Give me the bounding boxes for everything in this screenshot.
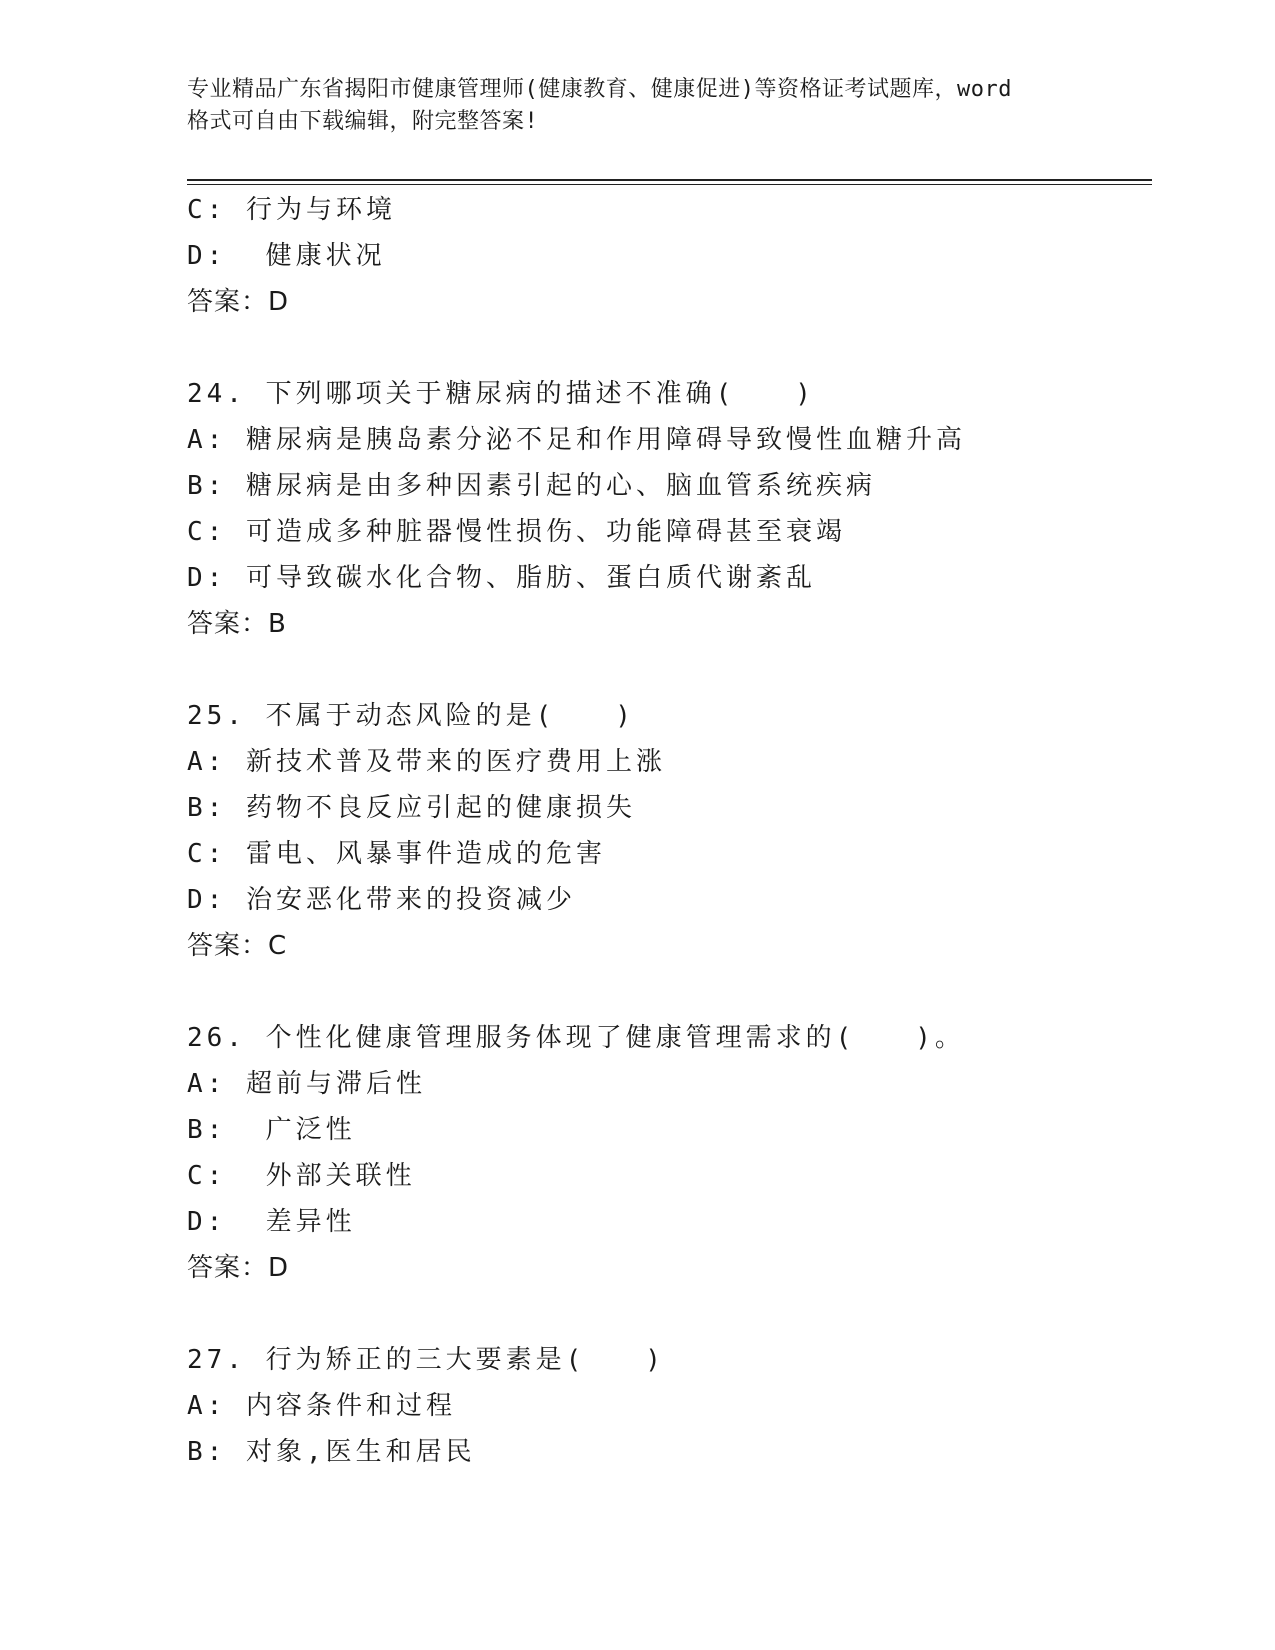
option-c: C: 行为与环境: [187, 195, 396, 225]
answer-line: 答案：C: [187, 931, 288, 961]
question-25: [187, 693, 1147, 969]
document-header: [187, 74, 1087, 138]
header-divider-thin: [187, 184, 1152, 185]
header-line-2: 格式可自由下载编辑，附完整答案!: [187, 109, 539, 134]
question-text: 25. 不属于动态风险的是( ): [187, 701, 635, 731]
option-a: A: 新技术普及带来的医疗费用上涨: [187, 747, 666, 777]
header-divider-thick: [187, 179, 1152, 181]
question-text: 26. 个性化健康管理服务体现了健康管理需求的( )。: [187, 1023, 965, 1053]
option-a: A: 内容条件和过程: [187, 1391, 456, 1421]
question-26: [187, 1015, 1147, 1291]
option-c: C: 外部关联性: [187, 1161, 416, 1191]
question-text: 27. 行为矫正的三大要素是( ): [187, 1345, 665, 1375]
option-a: A: 超前与滞后性: [187, 1069, 426, 1099]
option-b: B: 药物不良反应引起的健康损失: [187, 793, 636, 823]
option-d: D: 治安恶化带来的投资减少: [187, 885, 576, 915]
option-d: D: 差异性: [187, 1207, 356, 1237]
option-d: D: 健康状况: [187, 241, 386, 271]
option-a: A: 糖尿病是胰岛素分泌不足和作用障碍导致慢性血糖升高: [187, 425, 966, 455]
option-d: D: 可导致碳水化合物、脂肪、蛋白质代谢紊乱: [187, 563, 816, 593]
question-text: 24. 下列哪项关于糖尿病的描述不准确( ): [187, 379, 815, 409]
question-list: [187, 187, 1147, 1475]
option-b: B: 广泛性: [187, 1115, 356, 1145]
option-b: B: 糖尿病是由多种因素引起的心、脑血管系统疾病: [187, 471, 876, 501]
question-27: [187, 1337, 1147, 1475]
option-c: C: 雷电、风暴事件造成的危害: [187, 839, 606, 869]
previous-question-tail: [187, 187, 1147, 325]
answer-line: 答案：D: [187, 1253, 290, 1283]
answer-line: 答案：D: [187, 287, 290, 317]
answer-line: 答案：B: [187, 609, 287, 639]
option-b: B: 对象,医生和居民: [187, 1437, 476, 1467]
question-24: [187, 371, 1147, 647]
option-c: C: 可造成多种脏器慢性损伤、功能障碍甚至衰竭: [187, 517, 846, 547]
header-line-1: 专业精品广东省揭阳市健康管理师(健康教育、健康促进)等资格证考试题库，word: [187, 77, 1012, 102]
